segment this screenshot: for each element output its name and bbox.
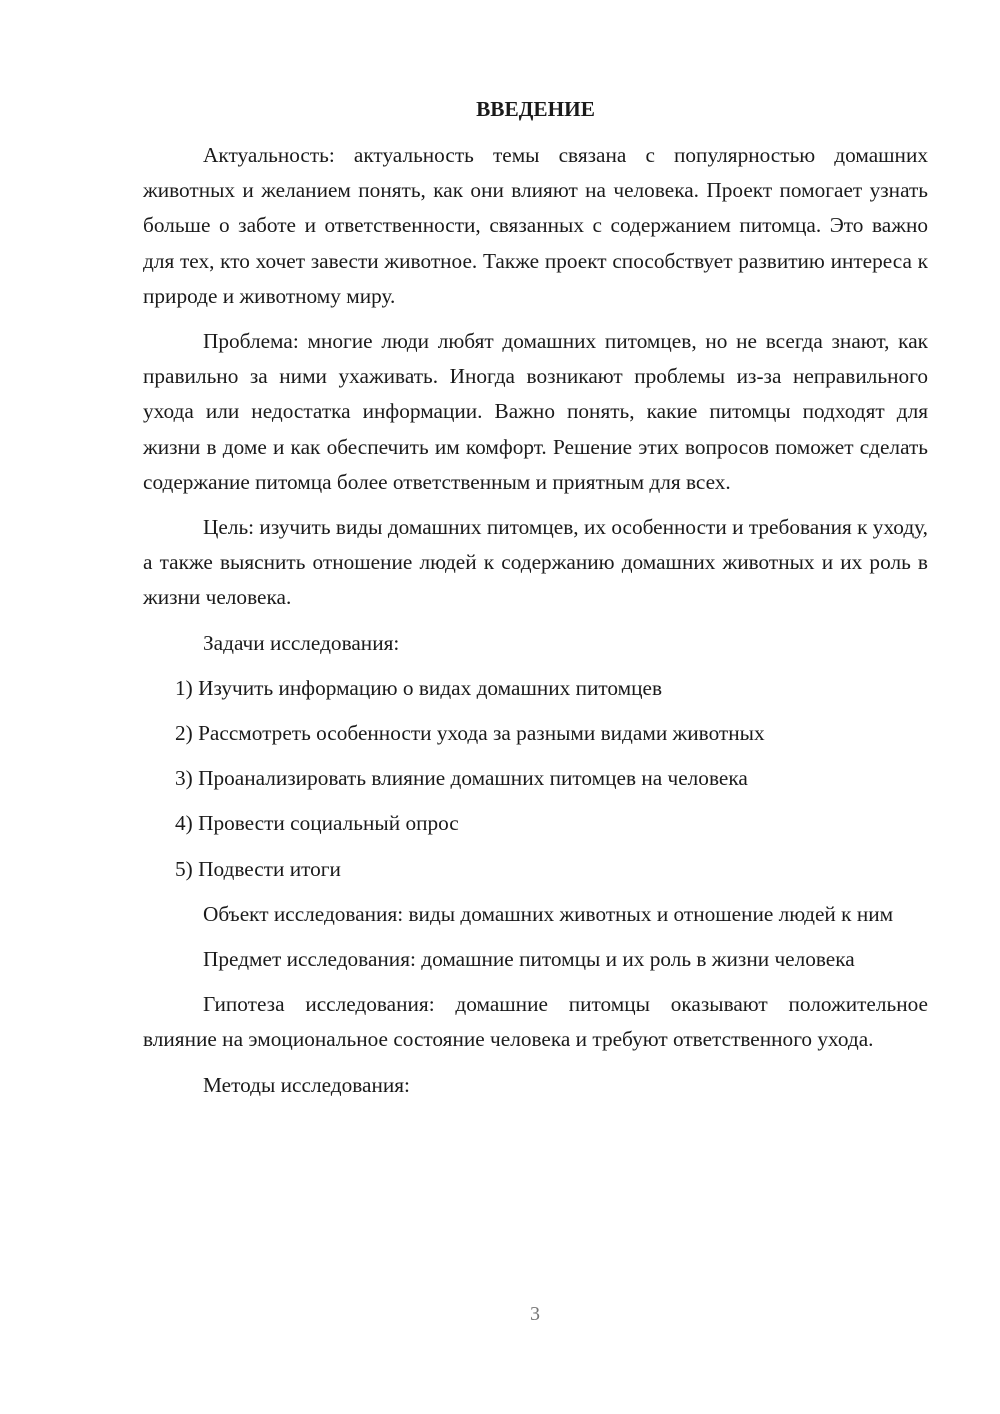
tasks-list [143,671,928,887]
paragraph-problem: Проблема: многие люди любят домашних питомцев, но не всегда знают, как правильно за ними ухаживать. Иногда возникают проблемы из-за неправильного ухода или недостатка информации. Важно понять, какие питомцы подходят для жизни в доме и как обеспечить им комфорт. Решение этих вопросов поможет сделать содержание питомца более ответственным и приятным для всех. [143,329,928,494]
paragraph-relevance: Актуальность: актуальность темы связана с популярностью домашних животных и желанием понять, как они влияют на человека. Проект помогает узнать больше о заботе и ответственности, связанных с содержанием питомца. Это важно для тех, кто хочет завести животное. Также проект способствует развитию интереса к природе и животному миру. [143,143,928,308]
list-item: 5) Подвести итоги [175,856,341,881]
list-item: 4) Провести социальный опрос [175,811,459,836]
paragraph-subject: Предмет исследования: домашние питомцы и их роль в жизни человека [203,947,855,972]
tasks-heading: Задачи исследования: [203,630,400,655]
document-page [143,94,928,1113]
list-item: 3) Проанализировать влияние домашних питомцев на человека [175,766,748,791]
paragraph-object: Объект исследования: виды домашних животных и отношение людей к ним [203,901,894,926]
section-title: ВВЕДЕНИЕ [476,97,595,121]
methods-heading: Методы исследования: [203,1072,410,1097]
paragraph-hypothesis: Гипотеза исследования: домашние питомцы оказывают положительное влияние на эмоциональное состояние человека и требуют ответственного ухода. [143,992,928,1052]
list-item: 1) Изучить информацию о видах домашних питомцев [175,675,663,700]
list-item: 2) Рассмотреть особенности ухода за разными видами животных [175,721,765,746]
page-number: 3 [530,1303,540,1325]
paragraph-goal: Цель: изучить виды домашних питомцев, их особенности и требования к уходу, а также выяснить отношение людей к содержанию домашних животных и их роль в жизни человека. [143,515,928,610]
